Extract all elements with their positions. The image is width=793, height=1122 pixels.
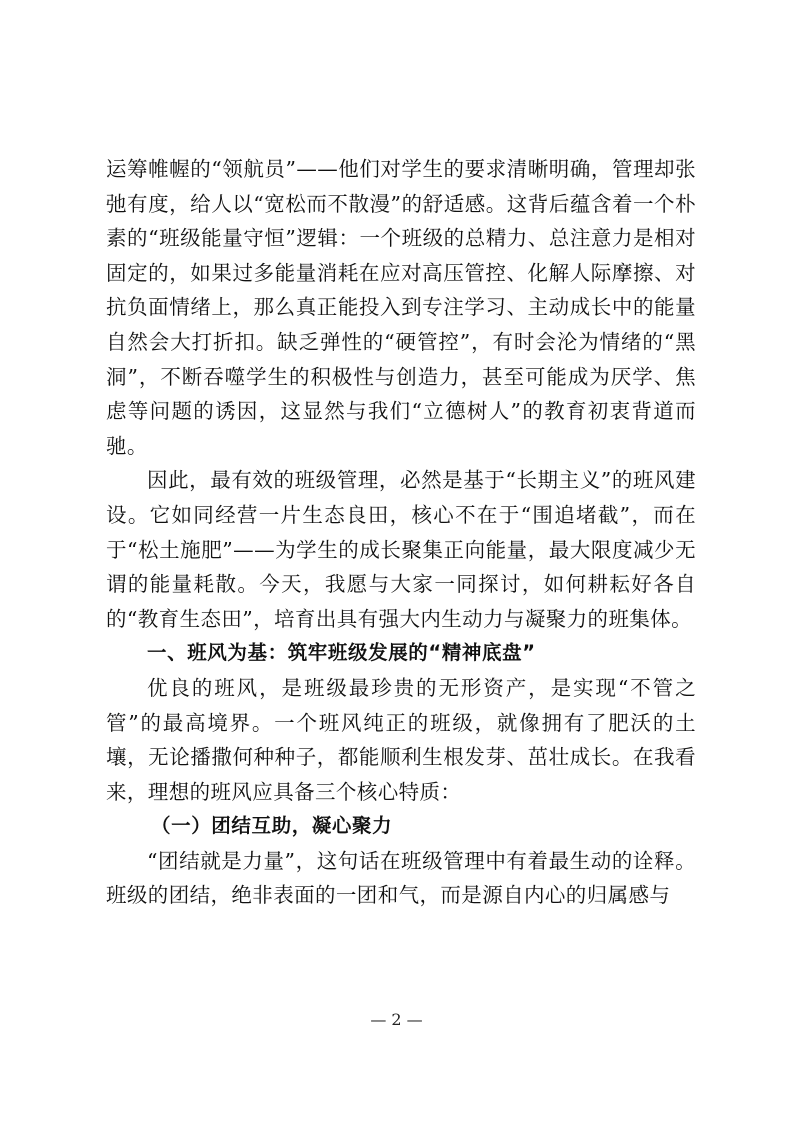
paragraph-good-class-spirit: 优良的班风，是班级最珍贵的无形资产，是实现“不管之管”的最高境界。一个班风纯正的班级，就像拥有了肥沃的土壤，无论播撒何种种子，都能顺利生根发芽、茁壮成长。在我看来，理想的班风应具备三个核心特质：: [106, 675, 696, 804]
page-number: — 2 —: [370, 1010, 423, 1029]
section-heading-class-spirit: 一、班风为基：筑牢班级发展的“精神底盘”: [147, 641, 536, 665]
paragraph-energy-conservation: 运筹帷幄的“领航员”——他们对学生的要求清晰明确，管理却张弛有度，给人以“宽松而不散漫”的舒适感。这背后蕴含着一个朴素的“班级能量守恒”逻辑：一个班级的总精力、总注意力是相对固定的，如果过多能量消耗在应对高压管控、化解人际摩擦、对抗负面情绪上，那么真正能投入到专注学习、主动成长中的能量自然会大打折扣。缺乏弹性的“硬管控”，有时会沦为情绪的“黑洞”，不断吞噬学生的积极性与创造力，甚至可能成为厌学、焦虑等问题的诱因，这显然与我们“立德树人”的教育初衷背道而驰。: [106, 157, 696, 458]
subsection-heading-unity: （一）团结互助，凝心聚力: [151, 814, 393, 838]
document-body: [106, 152, 696, 913]
paragraph-unity-is-strength: “团结就是力量”，这句话在班级管理中有着最生动的诠释。班级的团结，绝非表面的一团和气，而是源自内心的归属感与: [106, 848, 696, 908]
paragraph-long-termism: 因此，最有效的班级管理，必然是基于“长期主义”的班风建设。它如同经营一片生态良田，核心不在于“围追堵截”，而在于“松土施肥”——为学生的成长聚集正向能量，最大限度减少无谓的能量耗散。今天，我愿与大家一同探讨，如何耕耘好各自的“教育生态田”，培育出具有强大内生动力与凝聚力的班集体。: [106, 468, 696, 631]
